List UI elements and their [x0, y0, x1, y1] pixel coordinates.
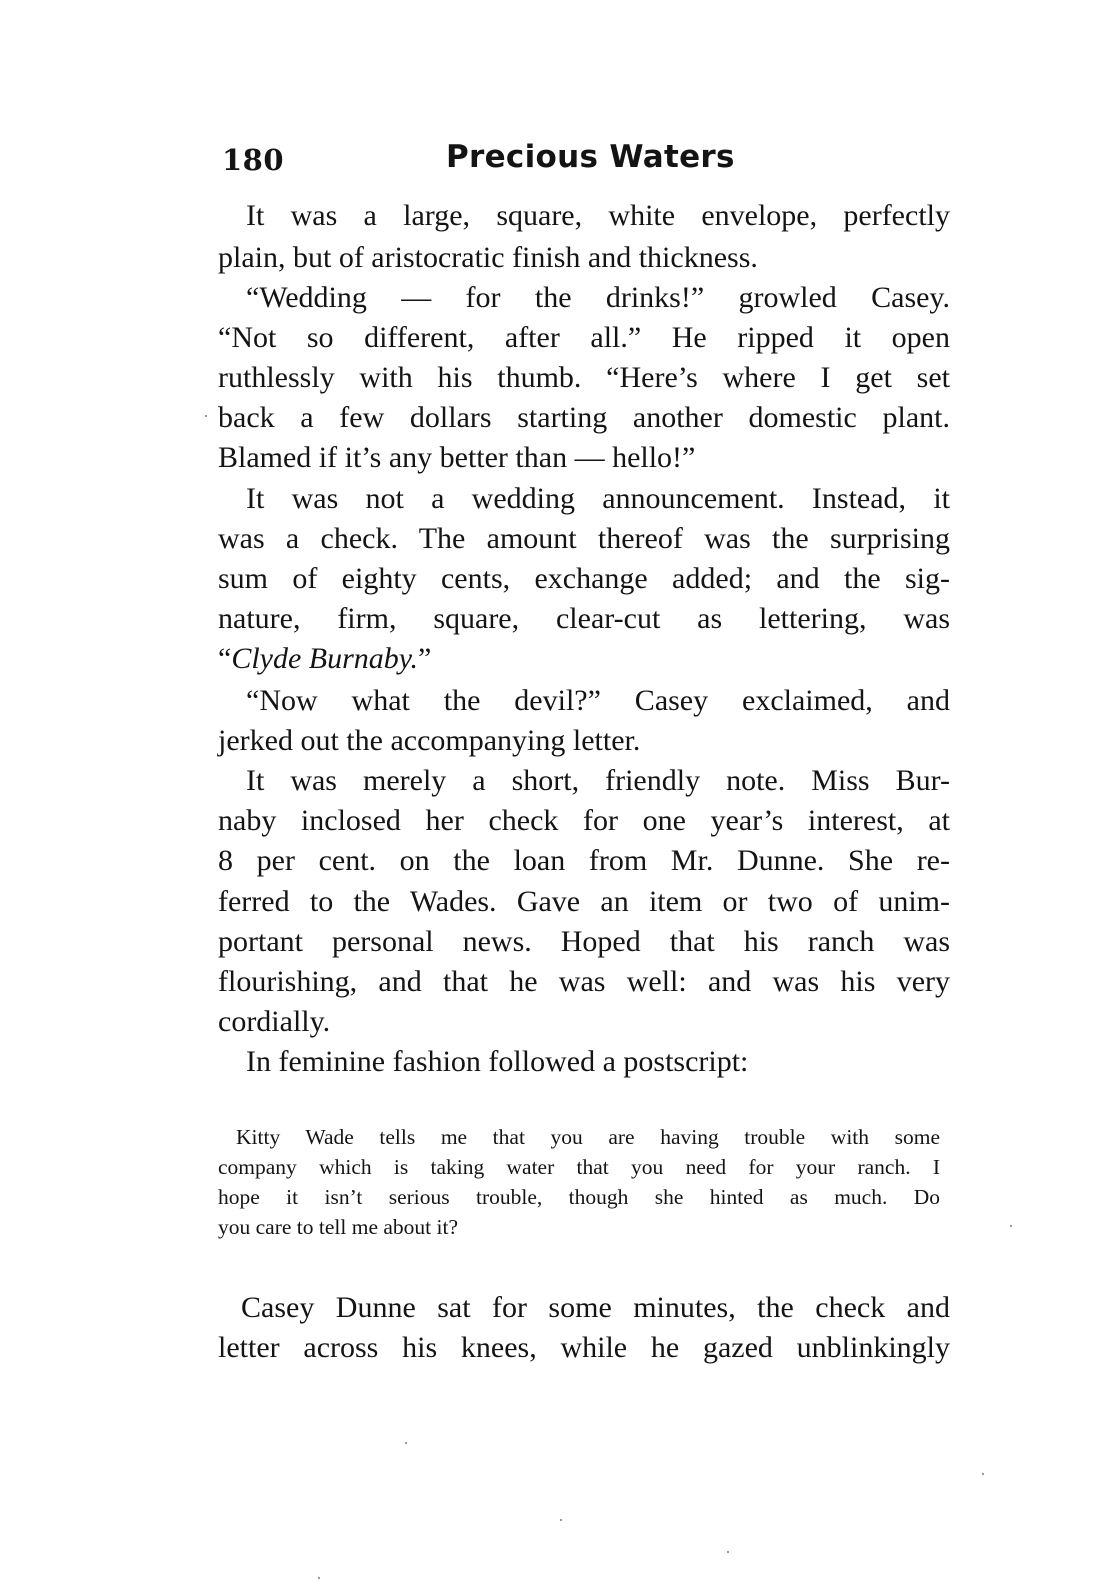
text-line: It was not a wedding announcement. Instead, it	[246, 482, 950, 515]
text-line: “Wedding — for the drinks!” growled Casey.	[246, 281, 950, 314]
print-speck	[727, 1551, 729, 1553]
print-speck	[318, 1577, 320, 1579]
text-line: It was a large, square, white envelope, perfectly	[246, 199, 950, 232]
text-line: “Now what the devil?” Casey exclaimed, and	[246, 684, 950, 717]
postscript-line: hope it isn’t serious trouble, though she hinted as much. Do	[218, 1185, 940, 1209]
open-quote: “	[218, 642, 232, 675]
postscript-line: you care to tell me about it?	[218, 1215, 458, 1239]
text-line: flourishing, and that he was well: and was his very	[218, 965, 950, 998]
text-line: back a few dollars starting another domestic plant.	[218, 401, 950, 434]
print-speck	[405, 1442, 407, 1444]
print-speck	[205, 415, 207, 417]
text-line: letter across his knees, while he gazed unblinkingly	[218, 1331, 950, 1364]
text-line: ruthlessly with his thumb. “Here’s where I get set	[218, 361, 950, 394]
text-line: “Not so different, after all.” He ripped it open	[218, 321, 950, 354]
text-line: plain, but of aristocratic finish and thickness.	[218, 241, 758, 274]
text-line: nature, firm, square, clear-cut as lettering, was	[218, 602, 950, 635]
signature-name: Clyde Burnaby.	[231, 642, 418, 675]
text-line: Casey Dunne sat for some minutes, the check and	[241, 1291, 950, 1324]
text-line: ferred to the Wades. Gave an item or two of unim-	[218, 885, 950, 918]
text-line: naby inclosed her check for one year’s interest, at	[218, 804, 950, 837]
postscript-line: Kitty Wade tells me that you are having trouble with some	[236, 1125, 940, 1149]
print-speck	[560, 1519, 562, 1521]
postscript-line: company which is taking water that you need for your ranch. I	[218, 1155, 940, 1179]
running-title: Precious Waters	[446, 139, 735, 175]
text-line: sum of eighty cents, exchange added; and the sig-	[218, 562, 950, 595]
signature-line	[218, 641, 950, 677]
text-line: 8 per cent. on the loan from Mr. Dunne. She re-	[218, 844, 950, 877]
text-line: In feminine fashion followed a postscript:	[246, 1045, 749, 1078]
text-line: Blamed if it’s any better than — hello!”	[218, 441, 696, 474]
print-speck	[1010, 1225, 1012, 1227]
text-line: jerked out the accompanying letter.	[218, 724, 641, 757]
text-line: It was merely a short, friendly note. Miss Bur-	[246, 764, 950, 797]
close-quote: ”	[417, 642, 432, 675]
text-line: was a check. The amount thereof was the surprising	[218, 522, 950, 555]
text-line: portant personal news. Hoped that his ranch was	[218, 925, 950, 958]
text-line: cordially.	[218, 1005, 331, 1038]
page-number: 180	[222, 143, 285, 177]
print-speck	[982, 1473, 984, 1475]
